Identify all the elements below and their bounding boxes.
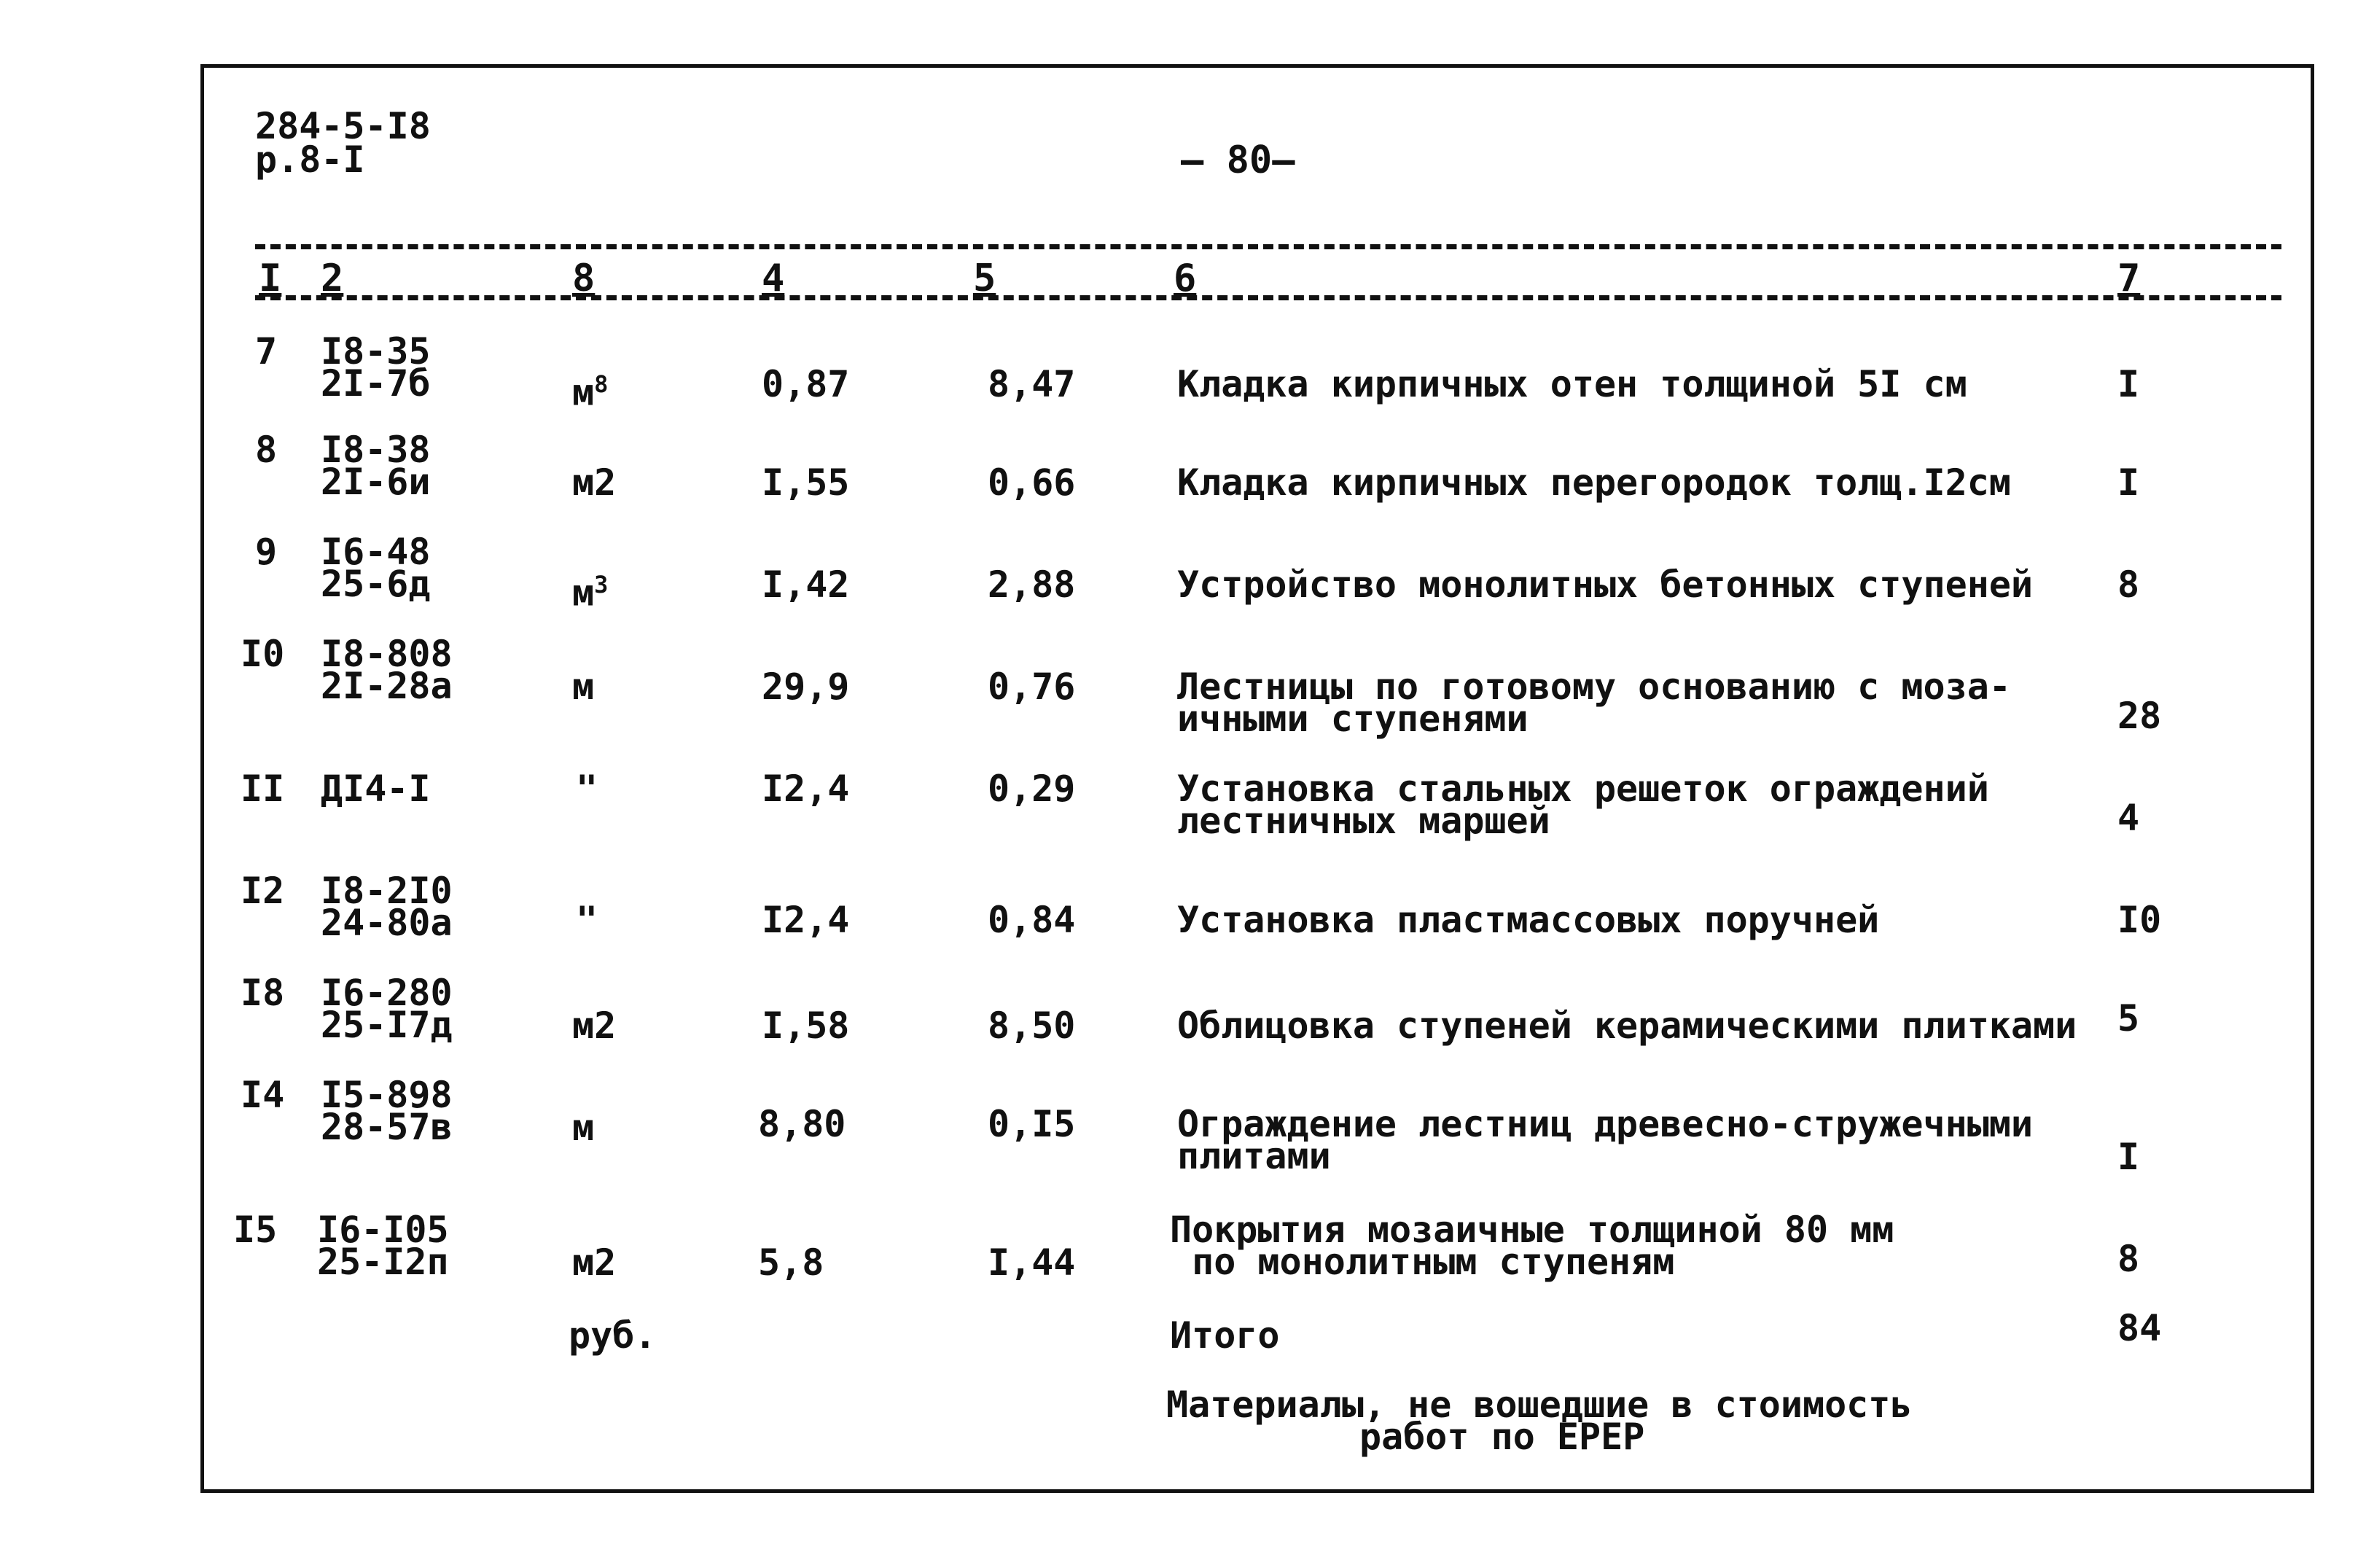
row-unit xyxy=(576,899,598,941)
row-price: 8,50 xyxy=(988,1005,1076,1047)
row-description-line1: Лестницы по готовому основанию с моза- xyxy=(1177,666,2011,708)
column-header-5: 5 xyxy=(973,257,996,300)
row-description xyxy=(1177,899,2096,941)
row-code-1: I6-I05 xyxy=(317,1209,449,1251)
row-price: 0,84 xyxy=(988,899,1076,941)
row-unit xyxy=(572,666,595,708)
row-total: 4 xyxy=(2117,797,2140,839)
column-header-6: 6 xyxy=(1174,257,1197,300)
row-code-2: 25-6д xyxy=(321,563,431,605)
row-description-line1: Ограждение лестниц древесно-стружечными xyxy=(1177,1103,2033,1145)
row-number: II xyxy=(241,768,285,810)
row-price: 0,76 xyxy=(988,666,1076,708)
row-code-1: I8-35 xyxy=(321,330,431,373)
row-code-1: I8-808 xyxy=(321,633,453,675)
row-unit-text: " xyxy=(576,899,598,941)
row-code-2: 2I-6и xyxy=(321,461,431,503)
materials-note-line2: работ по ЕРЕР xyxy=(1359,1416,1645,1458)
row-description xyxy=(1177,363,2088,405)
row-quantity: 8,80 xyxy=(758,1103,846,1145)
row-description xyxy=(1177,1103,2103,1177)
row-code xyxy=(321,429,431,503)
row-number: I2 xyxy=(241,870,285,912)
row-number: I8 xyxy=(241,972,285,1014)
row-description-line1: Облицовка ступеней керамическими плитками xyxy=(1177,1005,2077,1047)
row-number: I4 xyxy=(241,1074,285,1116)
summary-total: 84 xyxy=(2117,1307,2162,1349)
row-description xyxy=(1177,461,2088,504)
row-code-1: I5-898 xyxy=(321,1074,453,1116)
row-number: I0 xyxy=(241,633,285,675)
column-header-3: 8 xyxy=(572,257,596,300)
row-price: 0,66 xyxy=(988,461,1076,504)
row-code xyxy=(321,1074,453,1148)
row-quantity: I,58 xyxy=(762,1005,850,1047)
row-total: 5 xyxy=(2117,997,2140,1040)
row-code-2: 28-57в xyxy=(321,1106,453,1148)
row-code xyxy=(317,1209,449,1283)
row-code xyxy=(321,870,453,944)
row-description-line1: Установка пластмассовых поручней xyxy=(1177,899,1880,941)
row-total: 8 xyxy=(2117,1238,2140,1280)
row-description xyxy=(1177,1005,2103,1047)
row-code-1: ДI4-I xyxy=(321,768,431,810)
row-unit-text: " xyxy=(576,768,598,810)
document-code-line2: р.8-I xyxy=(255,139,365,181)
row-number: 9 xyxy=(255,531,278,573)
row-description xyxy=(1177,666,2096,740)
row-unit xyxy=(572,1107,595,1149)
document-code xyxy=(255,105,431,181)
row-total: I xyxy=(2117,1136,2140,1178)
row-code-2: 25-I7д xyxy=(321,1004,453,1046)
row-unit xyxy=(572,1005,617,1047)
row-unit xyxy=(572,461,617,504)
row-description xyxy=(1177,768,2096,842)
header-dash-line-bottom xyxy=(255,295,2281,300)
row-total: I xyxy=(2117,461,2140,504)
row-unit-text: м2 xyxy=(572,1005,617,1047)
row-unit xyxy=(572,368,609,414)
row-unit xyxy=(572,1241,617,1284)
row-number: 7 xyxy=(255,330,278,373)
row-total: 28 xyxy=(2117,695,2162,737)
row-quantity: I,42 xyxy=(762,563,850,606)
row-quantity: 29,9 xyxy=(762,666,850,708)
column-header-1: I xyxy=(259,257,282,300)
row-code xyxy=(321,330,431,405)
row-unit-text: м2 xyxy=(572,1241,617,1284)
row-code-1: I8-2I0 xyxy=(321,870,453,912)
summary-unit: руб. xyxy=(569,1314,657,1357)
row-total: 8 xyxy=(2117,563,2140,606)
materials-note xyxy=(1166,1384,1913,1458)
row-description-line1: Установка стальных решеток ограждений xyxy=(1177,768,1989,810)
header-dash-line-top xyxy=(255,244,2281,249)
row-unit-text: м xyxy=(572,572,595,615)
row-price: 8,47 xyxy=(988,363,1076,405)
row-price: I,44 xyxy=(988,1241,1076,1284)
summary-label: Итого xyxy=(1170,1314,1280,1357)
row-price: 2,88 xyxy=(988,563,1076,606)
row-quantity: I2,4 xyxy=(762,899,850,941)
row-description-line2: по монолитным ступеням xyxy=(1170,1241,1675,1283)
row-unit xyxy=(576,768,598,810)
row-description-line2: лестничных маршей xyxy=(1177,800,1550,842)
row-description-line2: ичными ступенями xyxy=(1177,698,1528,740)
row-description-line1: Кладка кирпичных перегородок толщ.I2см xyxy=(1177,461,2011,504)
row-code-2: 25-I2п xyxy=(317,1241,449,1283)
row-quantity: 5,8 xyxy=(758,1241,824,1284)
page-number: — 80— xyxy=(1181,139,1295,182)
row-quantity: I,55 xyxy=(762,461,850,504)
row-number: I5 xyxy=(233,1209,278,1251)
row-code-2: 2I-7б xyxy=(321,362,431,405)
row-unit-text: м xyxy=(572,666,595,708)
row-code-1: I8-38 xyxy=(321,429,431,471)
column-header-4: 4 xyxy=(762,257,785,300)
row-code-2: 2I-28а xyxy=(321,665,453,707)
row-unit xyxy=(572,569,609,615)
row-code xyxy=(321,768,431,810)
row-code xyxy=(321,972,453,1046)
row-description-line1: Устройство монолитных бетонных ступеней xyxy=(1177,563,2033,606)
row-description xyxy=(1177,563,2088,606)
row-description-line2: плитами xyxy=(1177,1135,1331,1177)
materials-note-line1: Материалы, не вошедшие в стоимость xyxy=(1166,1384,1913,1426)
row-description-line1: Кладка кирпичных отен толщиной 5I см xyxy=(1177,363,1967,405)
row-description-line1: Покрытия мозаичные толщиной 80 мм xyxy=(1170,1209,1894,1251)
row-unit-text: м2 xyxy=(572,461,617,504)
document-code-line1: 284-5-I8 xyxy=(255,105,431,147)
row-price: 0,29 xyxy=(988,768,1076,810)
row-code-1: I6-48 xyxy=(321,531,431,573)
row-unit-superscript: 8 xyxy=(594,370,609,398)
column-header-7: 7 xyxy=(2117,257,2141,300)
row-code xyxy=(321,633,453,707)
row-description xyxy=(1170,1209,2096,1283)
row-total: I xyxy=(2117,363,2140,405)
row-number: 8 xyxy=(255,429,278,471)
row-unit-text: м xyxy=(572,371,595,414)
row-code-2: 24-80а xyxy=(321,902,453,944)
row-unit-superscript: 3 xyxy=(594,571,609,598)
row-price: 0,I5 xyxy=(988,1103,1076,1145)
row-quantity: I2,4 xyxy=(762,768,850,810)
row-unit-text: м xyxy=(572,1107,595,1149)
row-code xyxy=(321,531,431,605)
row-total: I0 xyxy=(2117,899,2162,941)
row-quantity: 0,87 xyxy=(762,363,850,405)
column-header-2: 2 xyxy=(321,257,344,300)
row-code-1: I6-280 xyxy=(321,972,453,1014)
